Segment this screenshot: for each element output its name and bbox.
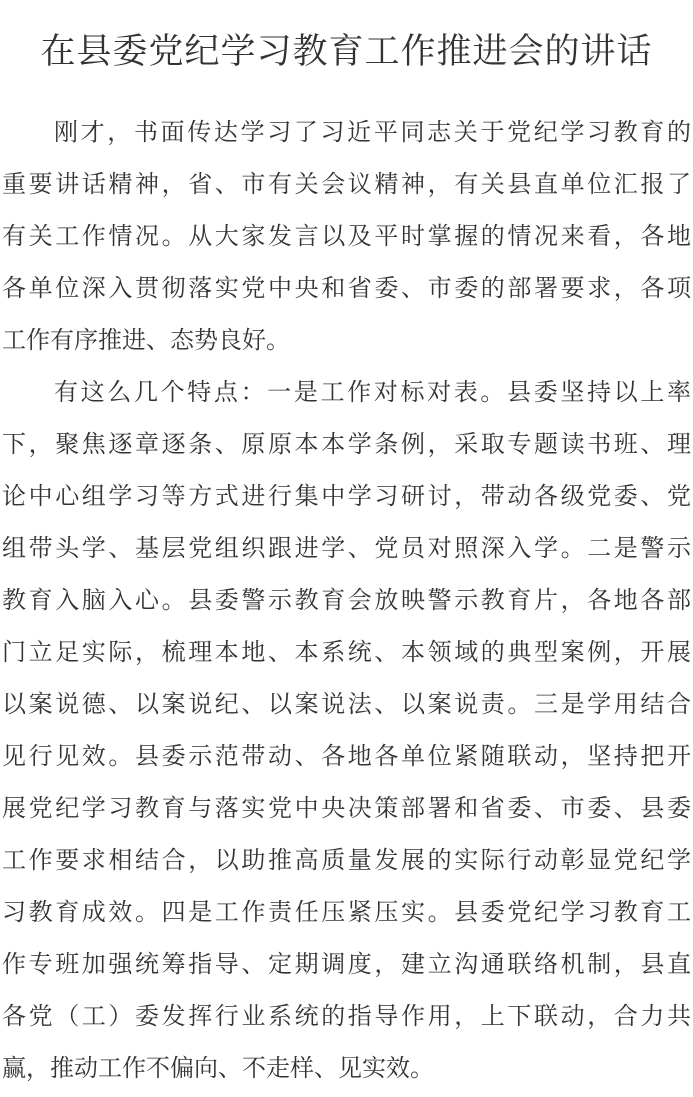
text-line: 重要讲话精神，省、市有关会议精神，有关县直单位汇报了 xyxy=(2,170,691,198)
text-line: 组带头学、基层党组织跟进学、党员对照深入学。二是警示 xyxy=(2,534,691,562)
text-line: 作专班加强统筹指导、定期调度，建立沟通联络机制，县直 xyxy=(2,950,691,978)
text-line: 论中心组学习等方式进行集中学习研讨，带动各级党委、党 xyxy=(2,482,691,510)
document-body xyxy=(0,106,693,1094)
paragraph-2 xyxy=(0,366,693,1094)
text-line: 刚才，书面传达学习了习近平同志关于党纪学习教育的 xyxy=(54,118,691,146)
text-line: 有关工作情况。从大家发言以及平时掌握的情况来看，各地 xyxy=(2,222,691,250)
page-title: 在县委党纪学习教育工作推进会的讲话 xyxy=(40,32,653,72)
text-line: 工作要求相结合，以助推高质量发展的实际行动彰显党纪学 xyxy=(2,846,691,874)
text-line: 工作有序推进、态势良好。 xyxy=(2,326,290,354)
text-line: 赢，推动工作不偏向、不走样、见实效。 xyxy=(2,1054,434,1082)
text-line: 各党（工）委发挥行业系统的指导作用，上下联动，合力共 xyxy=(2,1002,691,1030)
paragraph-1 xyxy=(0,106,693,366)
text-line: 见行见效。县委示范带动、各地各单位紧随联动，坚持把开 xyxy=(2,742,691,770)
text-line: 展党纪学习教育与落实党中央决策部署和省委、市委、县委 xyxy=(2,794,691,822)
text-line: 教育入脑入心。县委警示教育会放映警示教育片，各地各部 xyxy=(2,586,691,614)
text-line: 有这么几个特点：一是工作对标对表。县委坚持以上率 xyxy=(54,378,691,406)
text-line: 以案说德、以案说纪、以案说法、以案说责。三是学用结合 xyxy=(2,690,691,718)
text-line: 各单位深入贯彻落实党中央和省委、市委的部署要求，各项 xyxy=(2,274,691,302)
text-line: 下，聚焦逐章逐条、原原本本学条例，采取专题读书班、理 xyxy=(2,430,691,458)
text-line: 习教育成效。四是工作责任压紧压实。县委党纪学习教育工 xyxy=(2,898,691,926)
text-line: 门立足实际，梳理本地、本系统、本领域的典型案例，开展 xyxy=(2,638,691,666)
